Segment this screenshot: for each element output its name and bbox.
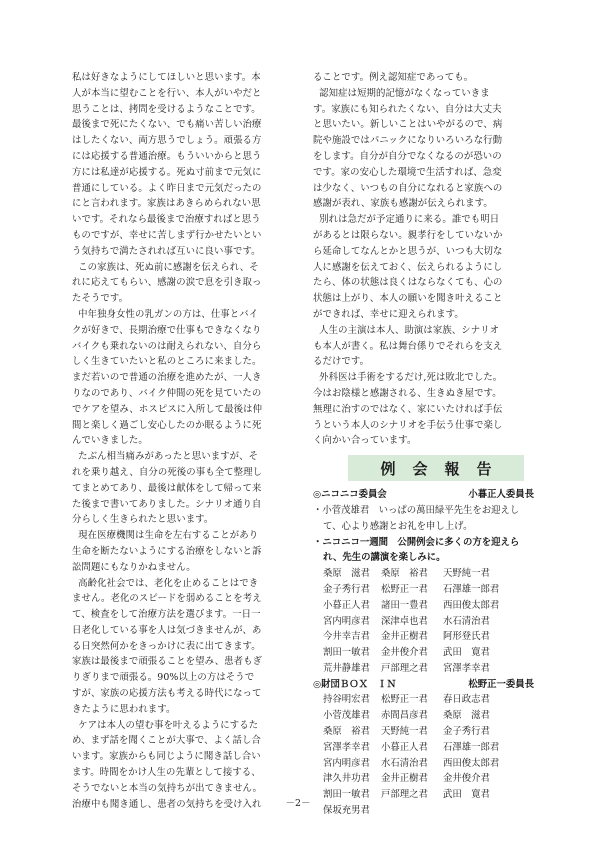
member-name: 金井俊介君 [443,773,490,785]
member-name: 荒井静雄君 [323,662,370,674]
member-name: 戸部理之君 [381,789,428,801]
section-title: ◎ニコニコ委員会 [313,489,387,501]
text-line: 人生の主演は本人、助演は家族、シナリオ [313,324,500,336]
member-name: 武田 寛君 [443,647,490,659]
text-line: たそうです。 [72,293,129,305]
member-name: 戸部理之君 [381,662,428,674]
text-line: ら延命してなんとかと思うが、いつも大切な [313,245,503,257]
member-name: 金子秀行君 [443,726,490,738]
text-line: 治療中も聞き通し、患者の気持ちを受け入れ [72,798,262,810]
member-name: 松野正一君 [381,583,428,595]
text-line: てまとめてあり、最後は献体をして帰って来 [72,482,262,494]
left-column [72,70,292,812]
text-line: れを乗り越え、自分の死後の事も全て整理し [72,466,263,478]
text-line: です。家の安心した環境で生活すれば、急変 [313,166,502,178]
text-line: ケアは本人の望む事を叶えるようにするた [72,719,259,731]
text-line: たぶん相当痛みがあったと思いますが、そ [72,451,259,463]
member-name: 水石清治君 [443,615,490,627]
page-number: －2－ [285,798,311,809]
member-name: 桑原 裕君 [323,726,370,738]
member-name: 石澤雄一郎君 [443,583,500,595]
member-name: 西田俊太郎君 [443,757,500,769]
member-name: 桑原 滋君 [323,568,370,580]
member-name: 金子秀行君 [323,583,370,595]
text-line: ができれば、幸せに迎えられます。 [313,308,464,320]
member-name: 持谷明宏君 [323,694,370,706]
text-line: 院や施設ではパニックになりいろいろな行動 [313,135,503,147]
member-name: 深津卓也君 [381,615,428,627]
text-line: 私は好きなようにしてほしいと思います。本 [72,72,261,83]
text-line: は少なく、いつもの自分になれると家族への [313,182,503,194]
section-title: ◎財団ＢＯＸ ＩＮ [313,678,397,690]
text-line: うという本人のシナリオを手伝う仕事で楽し [313,419,503,431]
text-line: く向かい合っています。 [313,435,417,447]
member-name: 割田一敏君 [323,789,370,801]
text-line: りなのであり、バイク仲間の死を見ていたの [72,387,262,399]
text-line: 生命を断たないようにする治療をしないと訴 [72,545,262,557]
text-line: 認知症は短期的記憶がなくなっていきま [313,87,490,99]
text-line: きたように思われます。 [72,703,176,715]
text-line: しく生きていたいと私のところに来ました。 [72,356,262,368]
text-line: ません。老化のスピードを弱めることを考え [72,593,262,605]
member-name: 武田 寛君 [443,789,490,801]
member-name: 赤間昌彦君 [381,710,428,722]
member-name: 小暮正人君 [381,741,428,753]
text-line: 方には私達が応援する。死ぬ寸前まで元気に [72,166,262,178]
text-line: ます。時間をかけ人生の先輩として接する、 [72,767,261,779]
text-line: があるとは限らない。親孝行をしていないか [313,229,503,241]
report-banner: 例会報告 [348,455,524,481]
text-line: 日老化している事を人は気づきませんが、あ [72,624,262,636]
text-line: たら、体の状態は良くはならなくても、心の [313,277,503,289]
text-line: 現在医療機関は生命を左右することがあり [72,530,259,542]
right-column-text [313,70,534,449]
text-line: 訟問題にもなりかねません。 [72,561,196,573]
text-line: にと言われます。家族はあきらめられない思 [72,198,261,210]
text-line: 思うことは、拷問を受けるようなことです。 [72,103,261,115]
member-name: 松野正一君 [381,694,428,706]
text-line: 外科医は手術をするだけ,死は敗北でした。 [313,372,503,384]
text-line: そうでないと本当の気持ちが出てきません。 [72,782,263,794]
text-line: れに応えてもらい、感謝の涙で息を引き取っ [72,277,262,289]
text-line: も本人が書く。私は舞台係りでそれらを支え [313,340,503,352]
text-line: をします。自分が自分でなくなるのが恐いの [313,150,502,162]
text-line: 最後まで死にたくない、でも痛い苦しい治療 [72,119,262,131]
member-name: 桑原 滋君 [443,710,490,722]
member-name: 阿形登氏君 [443,631,490,643]
text-line: 無理に治すのではなく、家にいたければ手伝 [313,403,503,415]
member-name: 水石清治君 [381,757,428,769]
text-line: 高齢化社会では、老化を止めることはでき [72,577,259,589]
text-line: はしたくない、両方思うでしょう。頑張る方 [72,135,262,147]
member-name: 割田一敏君 [323,647,370,659]
text-line: まだ若いので普通の治療を進めたが、一人き [72,372,262,384]
section-niconico-header [313,487,534,503]
text-line: には応援する普通治療。もういいからと思う [72,150,262,162]
name-list [323,566,534,677]
text-line: りぎりまで頑張る。90%以上の方はそうで [72,672,255,684]
text-line: すが、家族の応援方法も考える時代になって [72,688,262,700]
member-name: 宮澤孝幸君 [323,741,370,753]
text-line: クが好きで、長期治療で仕事もできなくなり [72,324,262,336]
text-line: ものですが、幸せに苦しまず行かせたいとい [72,229,262,241]
member-name: 津久井功君 [323,773,370,785]
text-line: います。家族からも同じように聞き話し合い [72,751,261,763]
text-line: て、検査をして治療方法を選びます。一日一 [72,609,261,621]
member-name: 天野純一君 [443,568,490,580]
text-line: 分らしく生きられたと思います。 [72,514,214,526]
member-name: 宮内明彦君 [323,757,370,769]
member-name: 石澤雄一郎君 [443,741,500,753]
text-line: う気持ちで満たされれば互いに良い事です。 [72,245,261,257]
text-line: る日突然何かをきっかけに表に出てきます。 [72,640,261,652]
right-column [313,70,534,819]
member-name: 小菅茂雄君 [323,710,370,722]
text-line: ることです。例え認知症であっても。 [313,72,474,83]
text-line: 家族は最後まで頑張ることを望み、患者もぎ [72,656,263,668]
text-line: 中年独身女性の乳ガンの方は、仕事とバイ [72,308,259,320]
member-name: 宮内明彦君 [323,615,370,627]
section-chair: 松野正一委員長 [468,678,534,690]
section-foundation-header [313,677,534,693]
text-line: いです。それなら最後まで治療すればと思う [72,214,261,226]
member-name: 金井正樹君 [381,631,428,643]
text-line: 人に感謝を伝えておく、伝えられるようにし [313,261,503,273]
member-name: 金井俊介君 [381,647,428,659]
report-item: ・小菅茂雄君 いっぱの萬田緑平先生をお迎えして、心より感謝とお礼を申し上げ。 [313,504,520,532]
report-item: ・ニコニコ一週間 公開例会に多くの方を迎えられ、先生の講演を楽しみに。 [313,536,520,564]
text-line: 状態は上がり、本人の願いを聞き叶えること [313,293,503,305]
member-name: 今井幸吉君 [323,631,370,643]
member-name: 宮澤孝幸君 [443,662,490,674]
text-line: るだけです。 [313,356,370,368]
text-line: バイクも乗れないのは耐えられない、自分ら [72,340,262,352]
text-line: す。家族にも知られたくない、自分は大丈夫 [313,103,502,115]
text-line: 今はお陰様と感謝される、生きぬき屋です。 [313,387,502,399]
text-line: た後まで書いてありました。シナリオ通り自 [72,498,262,510]
member-name: 金井正樹君 [381,773,428,785]
text-line: と思いたい。新しいことはいやがるので、病 [313,119,503,131]
text-line: 人が本当に望むことを行い、本人がいやだと [72,87,262,99]
text-line: 感謝が表れ、家族も感謝が伝えられます。 [313,198,493,210]
member-name: 天野純一君 [381,726,428,738]
text-line: め、まず話を聞くことが大事で、よく話し合 [72,735,261,747]
text-line: この家族は、死ぬ前に感謝を伝えられ、そ [72,261,259,273]
section-chair: 小暮正人委員長 [468,489,534,501]
member-name: 保坂充男君 [323,805,370,817]
text-line: 間と楽しく過ごし安心したのか眠るように死 [72,419,262,431]
member-name: 西田俊太郎君 [443,599,500,611]
member-name: 諸田一豊君 [381,599,428,611]
text-line: でケアを望み、ホスピスに入所して最後は仲 [72,403,263,415]
text-line: 普通にしている。よく昨日まで元気だったの [72,182,262,194]
text-line: んでいきました。 [72,435,148,447]
member-name: 桑原 裕君 [381,568,428,580]
text-line: 別れは急だが予定通りに来る。誰でも明日 [313,214,500,226]
member-name: 春日政志君 [443,694,490,706]
member-name: 小暮正人君 [323,599,370,611]
